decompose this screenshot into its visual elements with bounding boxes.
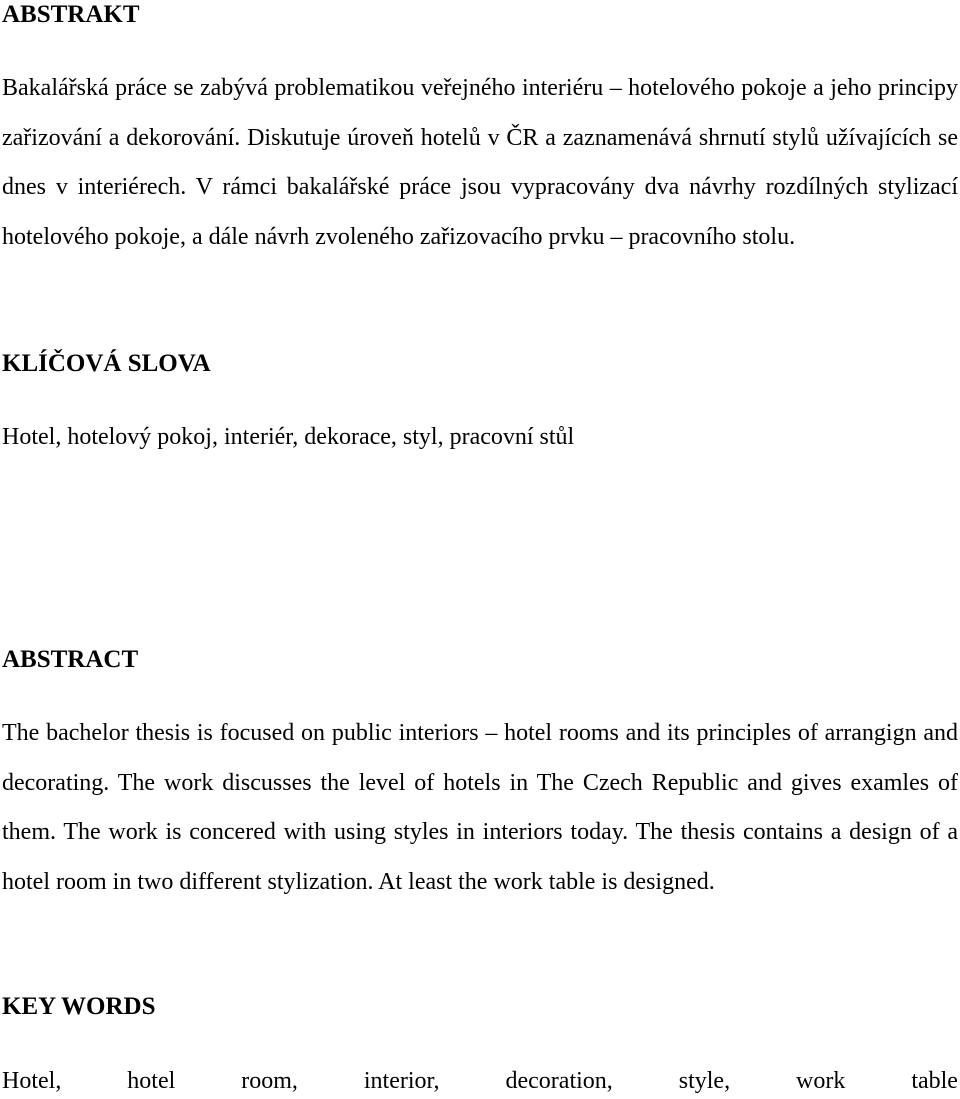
klicova-slova-heading: KLÍČOVÁ SLOVA [2,350,211,377]
keyword: Hotel, [2,1068,62,1094]
english-abstract-paragraph [2,709,958,907]
keyword: room, [241,1068,298,1094]
keyword: interior, [363,1068,440,1094]
abstrakt-heading: ABSTRAKT [2,1,140,28]
keyword: decoration, [505,1068,613,1094]
keyword: table [911,1068,958,1094]
keyword: hotel [127,1068,176,1094]
czech-abstract-paragraph [2,64,958,262]
english-keywords [2,1066,958,1096]
czech-keywords: Hotel, hotelový pokoj, interiér, dekorace, styl, pracovní stůl [2,424,575,450]
keyword: work [796,1068,846,1094]
czech-abstract-text: Bakalářská práce se zabývá problematikou veřejného interiéru – hotelového pokoje a jeho principy zařizování a dekorování. Diskutuje úroveň hotelů v ČR a zaznamenává shrnutí stylů užívajících se dnes v interiérech. V rámci bakalářské práce jsou vypracovány dva návrhy rozdílných stylizací hotelového pokoje, a dále návrh zvoleného zařizovacího prvku – pracovního stolu. [2,75,958,250]
key-words-heading: KEY WORDS [2,993,156,1020]
abstract-heading: ABSTRACT [2,646,139,673]
english-abstract-text: The bachelor thesis is focused on public interiors – hotel rooms and its principles of arrangign and decorating. The work discusses the level of hotels in The Czech Republic and gives examles of them. The work is concered with using styles in interiors today. The thesis contains a design of a hotel room in two different stylization. At least the work table is designed. [2,720,958,895]
keyword: style, [678,1068,731,1094]
